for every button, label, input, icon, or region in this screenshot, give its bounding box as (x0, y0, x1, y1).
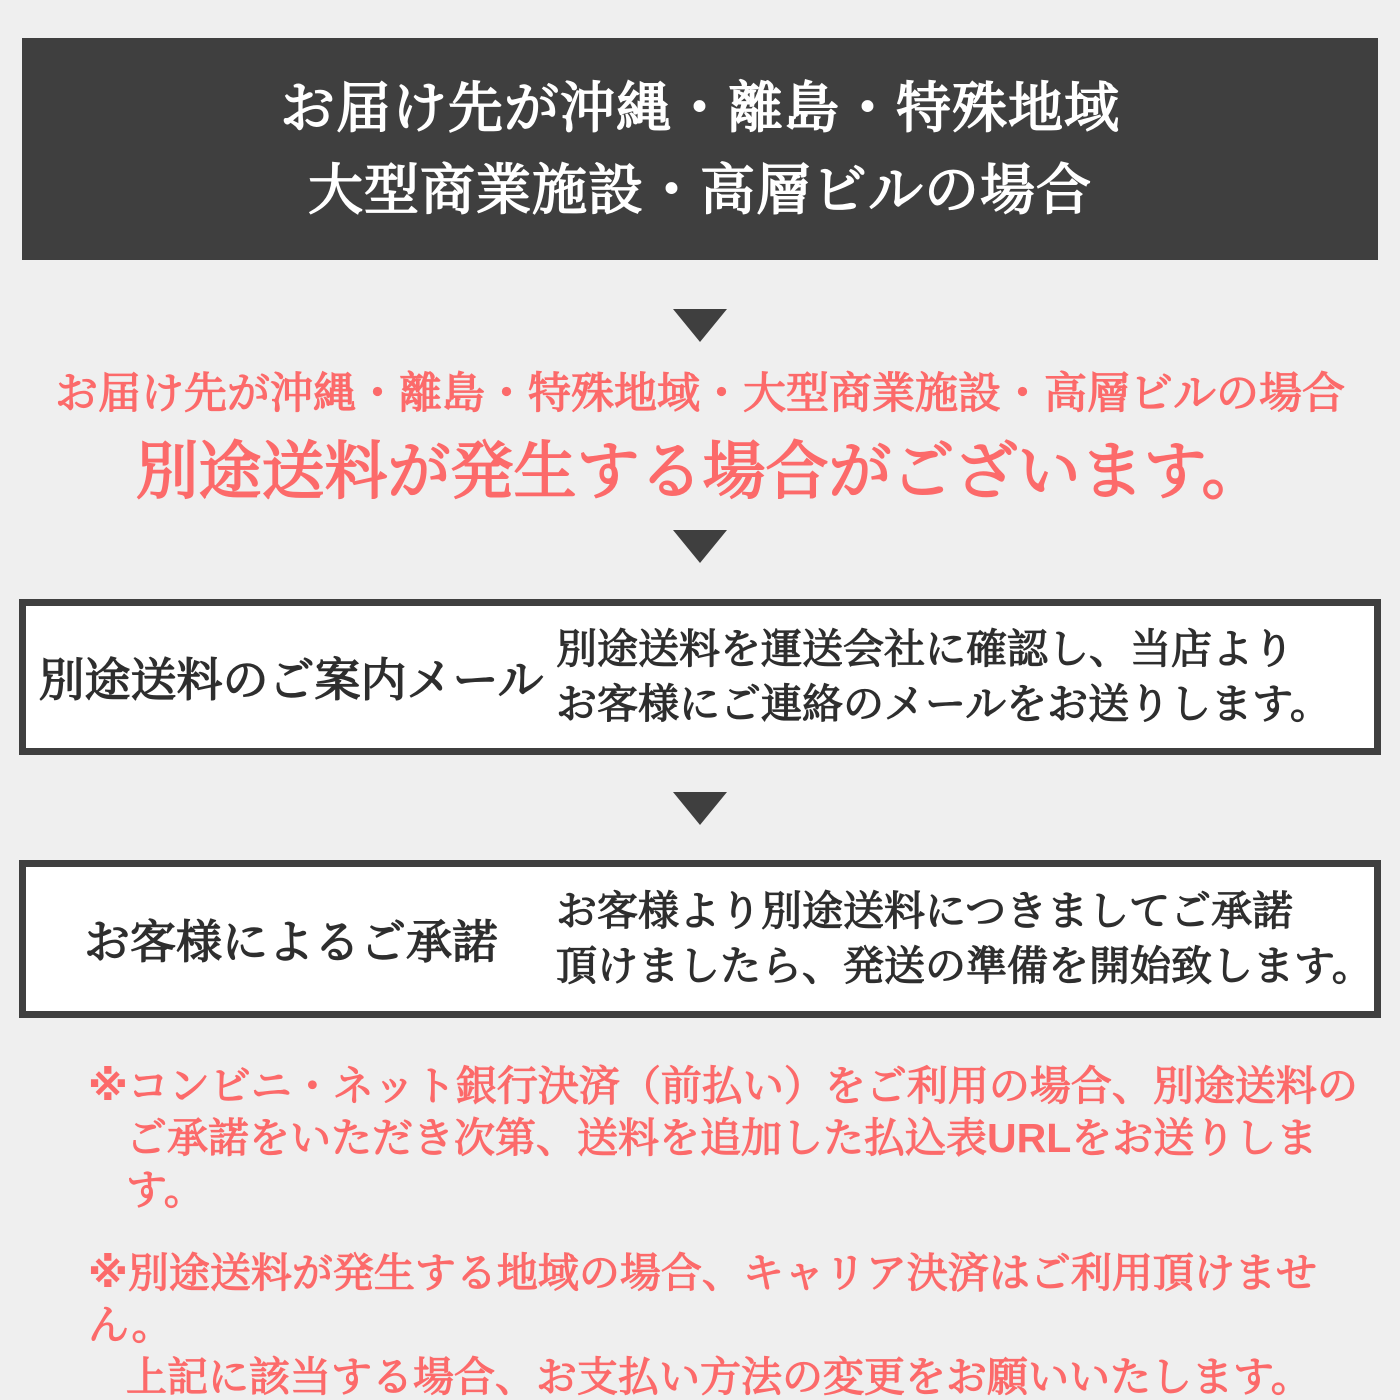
note-carrier-payment (0, 1247, 1400, 1400)
note-line2: 上記に該当する場合、お支払い方法の変更をお願いいたします。 (126, 1354, 1312, 1400)
note-line1: ※コンビニ・ネット銀行決済（前払い）をご利用の場合、別途送料の (88, 1063, 1358, 1109)
down-arrow-icon (673, 530, 727, 563)
step-box-customer-approval (19, 860, 1381, 1018)
note-prepayment (0, 1060, 1400, 1216)
highlight-heading (0, 367, 1400, 509)
down-arrow-icon (673, 792, 727, 825)
note-line2: ご承諾をいただき次第、送料を追加した払込表URLをお送りします。 (126, 1115, 1318, 1213)
highlight-title: 別途送料が発生する場合がございます。 (135, 437, 1265, 507)
step-box-shipping-notice-email (19, 599, 1381, 755)
highlight-subtitle: お届け先が沖縄・離島・特殊地域・大型商業施設・高層ビルの場合 (55, 370, 1345, 418)
header-banner-line1: お届け先が沖縄・離島・特殊地域 (279, 77, 1120, 139)
step-label: 別途送料のご案内メール (38, 654, 544, 706)
step-description-line2: お客様にご連絡のメールをお送りします。 (556, 681, 1331, 727)
step-description (556, 622, 1374, 732)
header-banner (22, 38, 1378, 260)
step-description-line2: 頂けましたら、発送の準備を開始致します。 (556, 943, 1373, 989)
step-description-line1: お客様より別途送料につきましてご承諾 (556, 888, 1294, 934)
note-line1: ※別途送料が発生する地域の場合、キャリア決済はご利用頂けません。 (88, 1250, 1317, 1348)
down-arrow-icon (673, 309, 727, 342)
header-banner-line2: 大型商業施設・高層ビルの場合 (307, 159, 1092, 221)
step-description (556, 884, 1374, 994)
step-description-line1: 別途送料を運送会社に確認し、当店より (556, 626, 1294, 672)
payment-notes (0, 1060, 1400, 1400)
step-label: お客様によるご承諾 (84, 916, 498, 968)
